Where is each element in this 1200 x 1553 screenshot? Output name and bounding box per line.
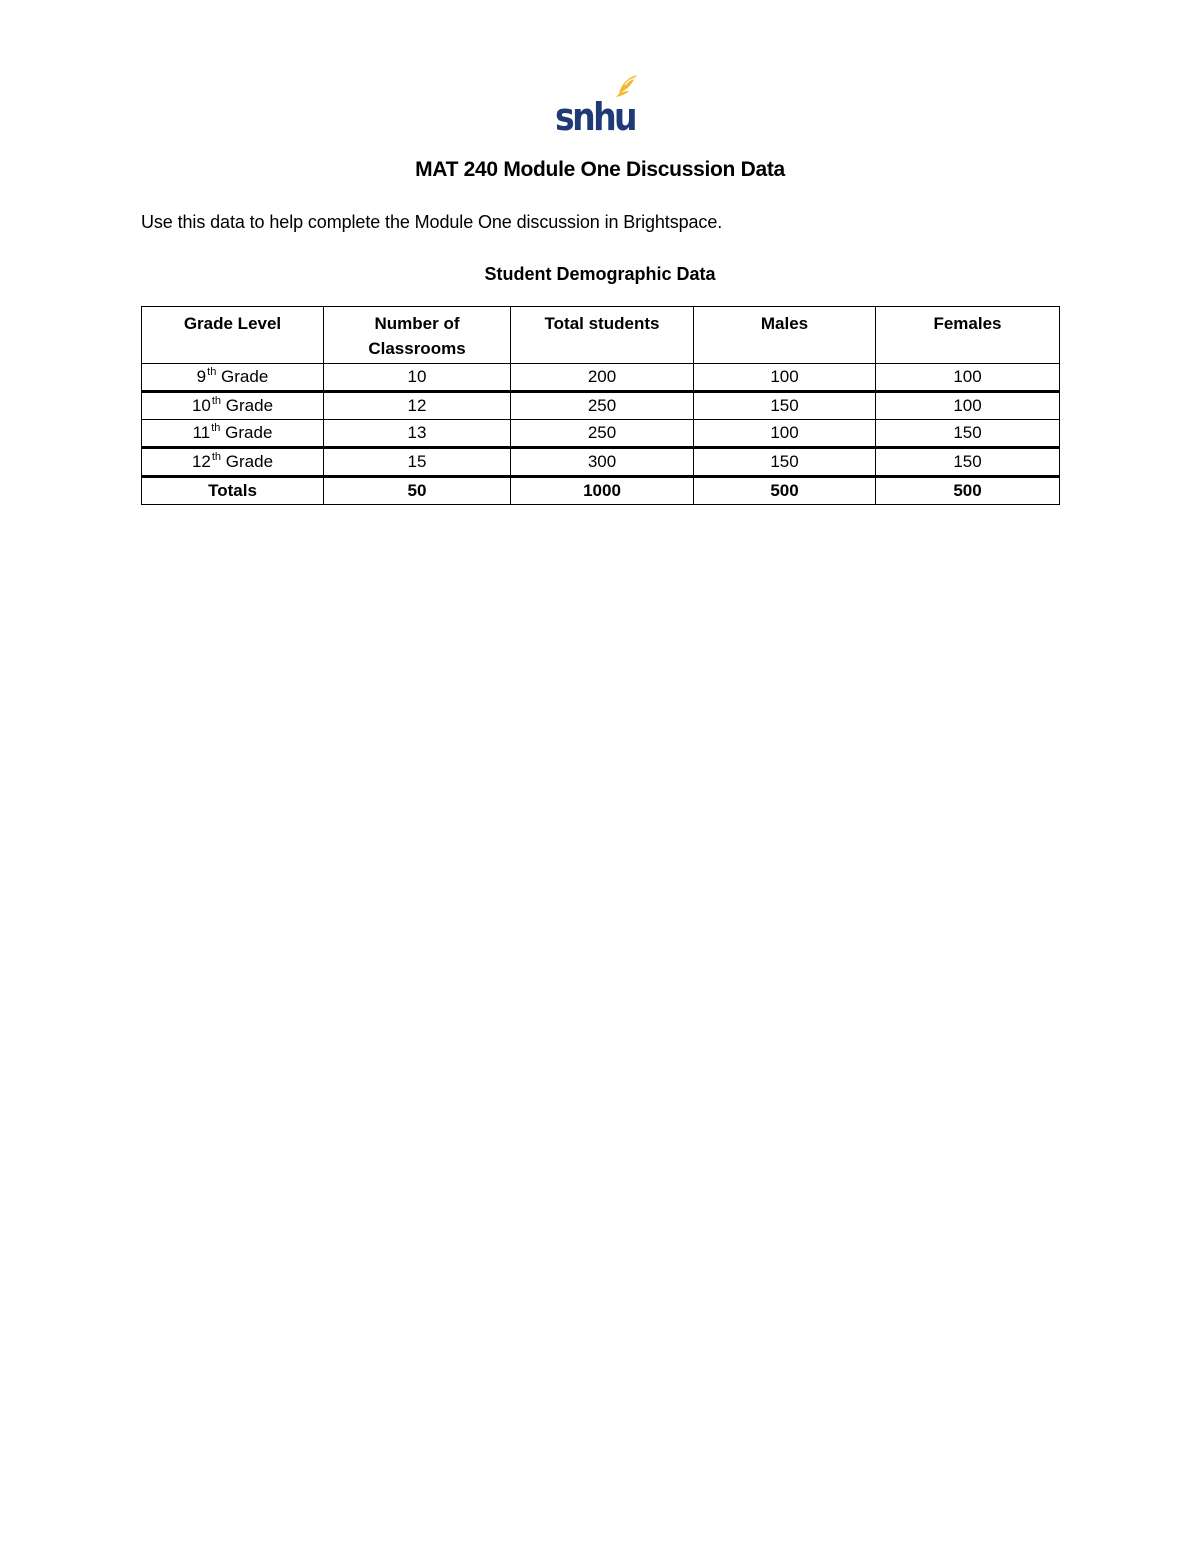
table-row (142, 420, 1060, 448)
grade-level-cell: 12th Grade (142, 448, 324, 477)
classrooms-cell: 15 (324, 448, 511, 477)
table-header-row (142, 307, 1060, 364)
females-cell: 100 (876, 392, 1060, 420)
students-total-cell: 1000 (511, 477, 694, 505)
females-cell: 100 (876, 364, 1060, 392)
males-cell: 150 (694, 392, 876, 420)
total-students-cell: 250 (511, 392, 694, 420)
grade-level-cell: 9th Grade (142, 364, 324, 392)
females-total-cell: 500 (876, 477, 1060, 505)
grade-level-cell: 10th Grade (142, 392, 324, 420)
totals-label-cell: Totals (142, 477, 324, 505)
snhu-logo-graphic (553, 72, 643, 134)
document-title: MAT 240 Module One Discussion Data (415, 158, 785, 181)
snhu-logo (553, 72, 643, 134)
males-total-cell: 500 (694, 477, 876, 505)
males-cell: 100 (694, 420, 876, 448)
males-cell: 150 (694, 448, 876, 477)
header-total-students: Total students (511, 307, 694, 364)
classrooms-cell: 10 (324, 364, 511, 392)
grade-level-cell: 11th Grade (142, 420, 324, 448)
total-students-cell: 200 (511, 364, 694, 392)
table-row (142, 392, 1060, 420)
total-students-cell: 250 (511, 420, 694, 448)
intro-text: Use this data to help complete the Module One discussion in Brightspace. (141, 212, 723, 232)
table-row (142, 448, 1060, 477)
table-title: Student Demographic Data (484, 264, 716, 284)
svg-text:snhu: snhu (555, 95, 635, 134)
classrooms-total-cell: 50 (324, 477, 511, 505)
total-students-cell: 300 (511, 448, 694, 477)
females-cell: 150 (876, 420, 1060, 448)
totals-row (142, 477, 1060, 505)
header-grade-level: Grade Level (142, 307, 324, 364)
header-males: Males (694, 307, 876, 364)
student-demographic-table (141, 306, 1060, 505)
table-row (142, 364, 1060, 392)
header-females: Females (876, 307, 1060, 364)
females-cell: 150 (876, 448, 1060, 477)
classrooms-cell: 13 (324, 420, 511, 448)
males-cell: 100 (694, 364, 876, 392)
header-number-of-classrooms: Number of Classrooms (324, 307, 511, 364)
classrooms-cell: 12 (324, 392, 511, 420)
